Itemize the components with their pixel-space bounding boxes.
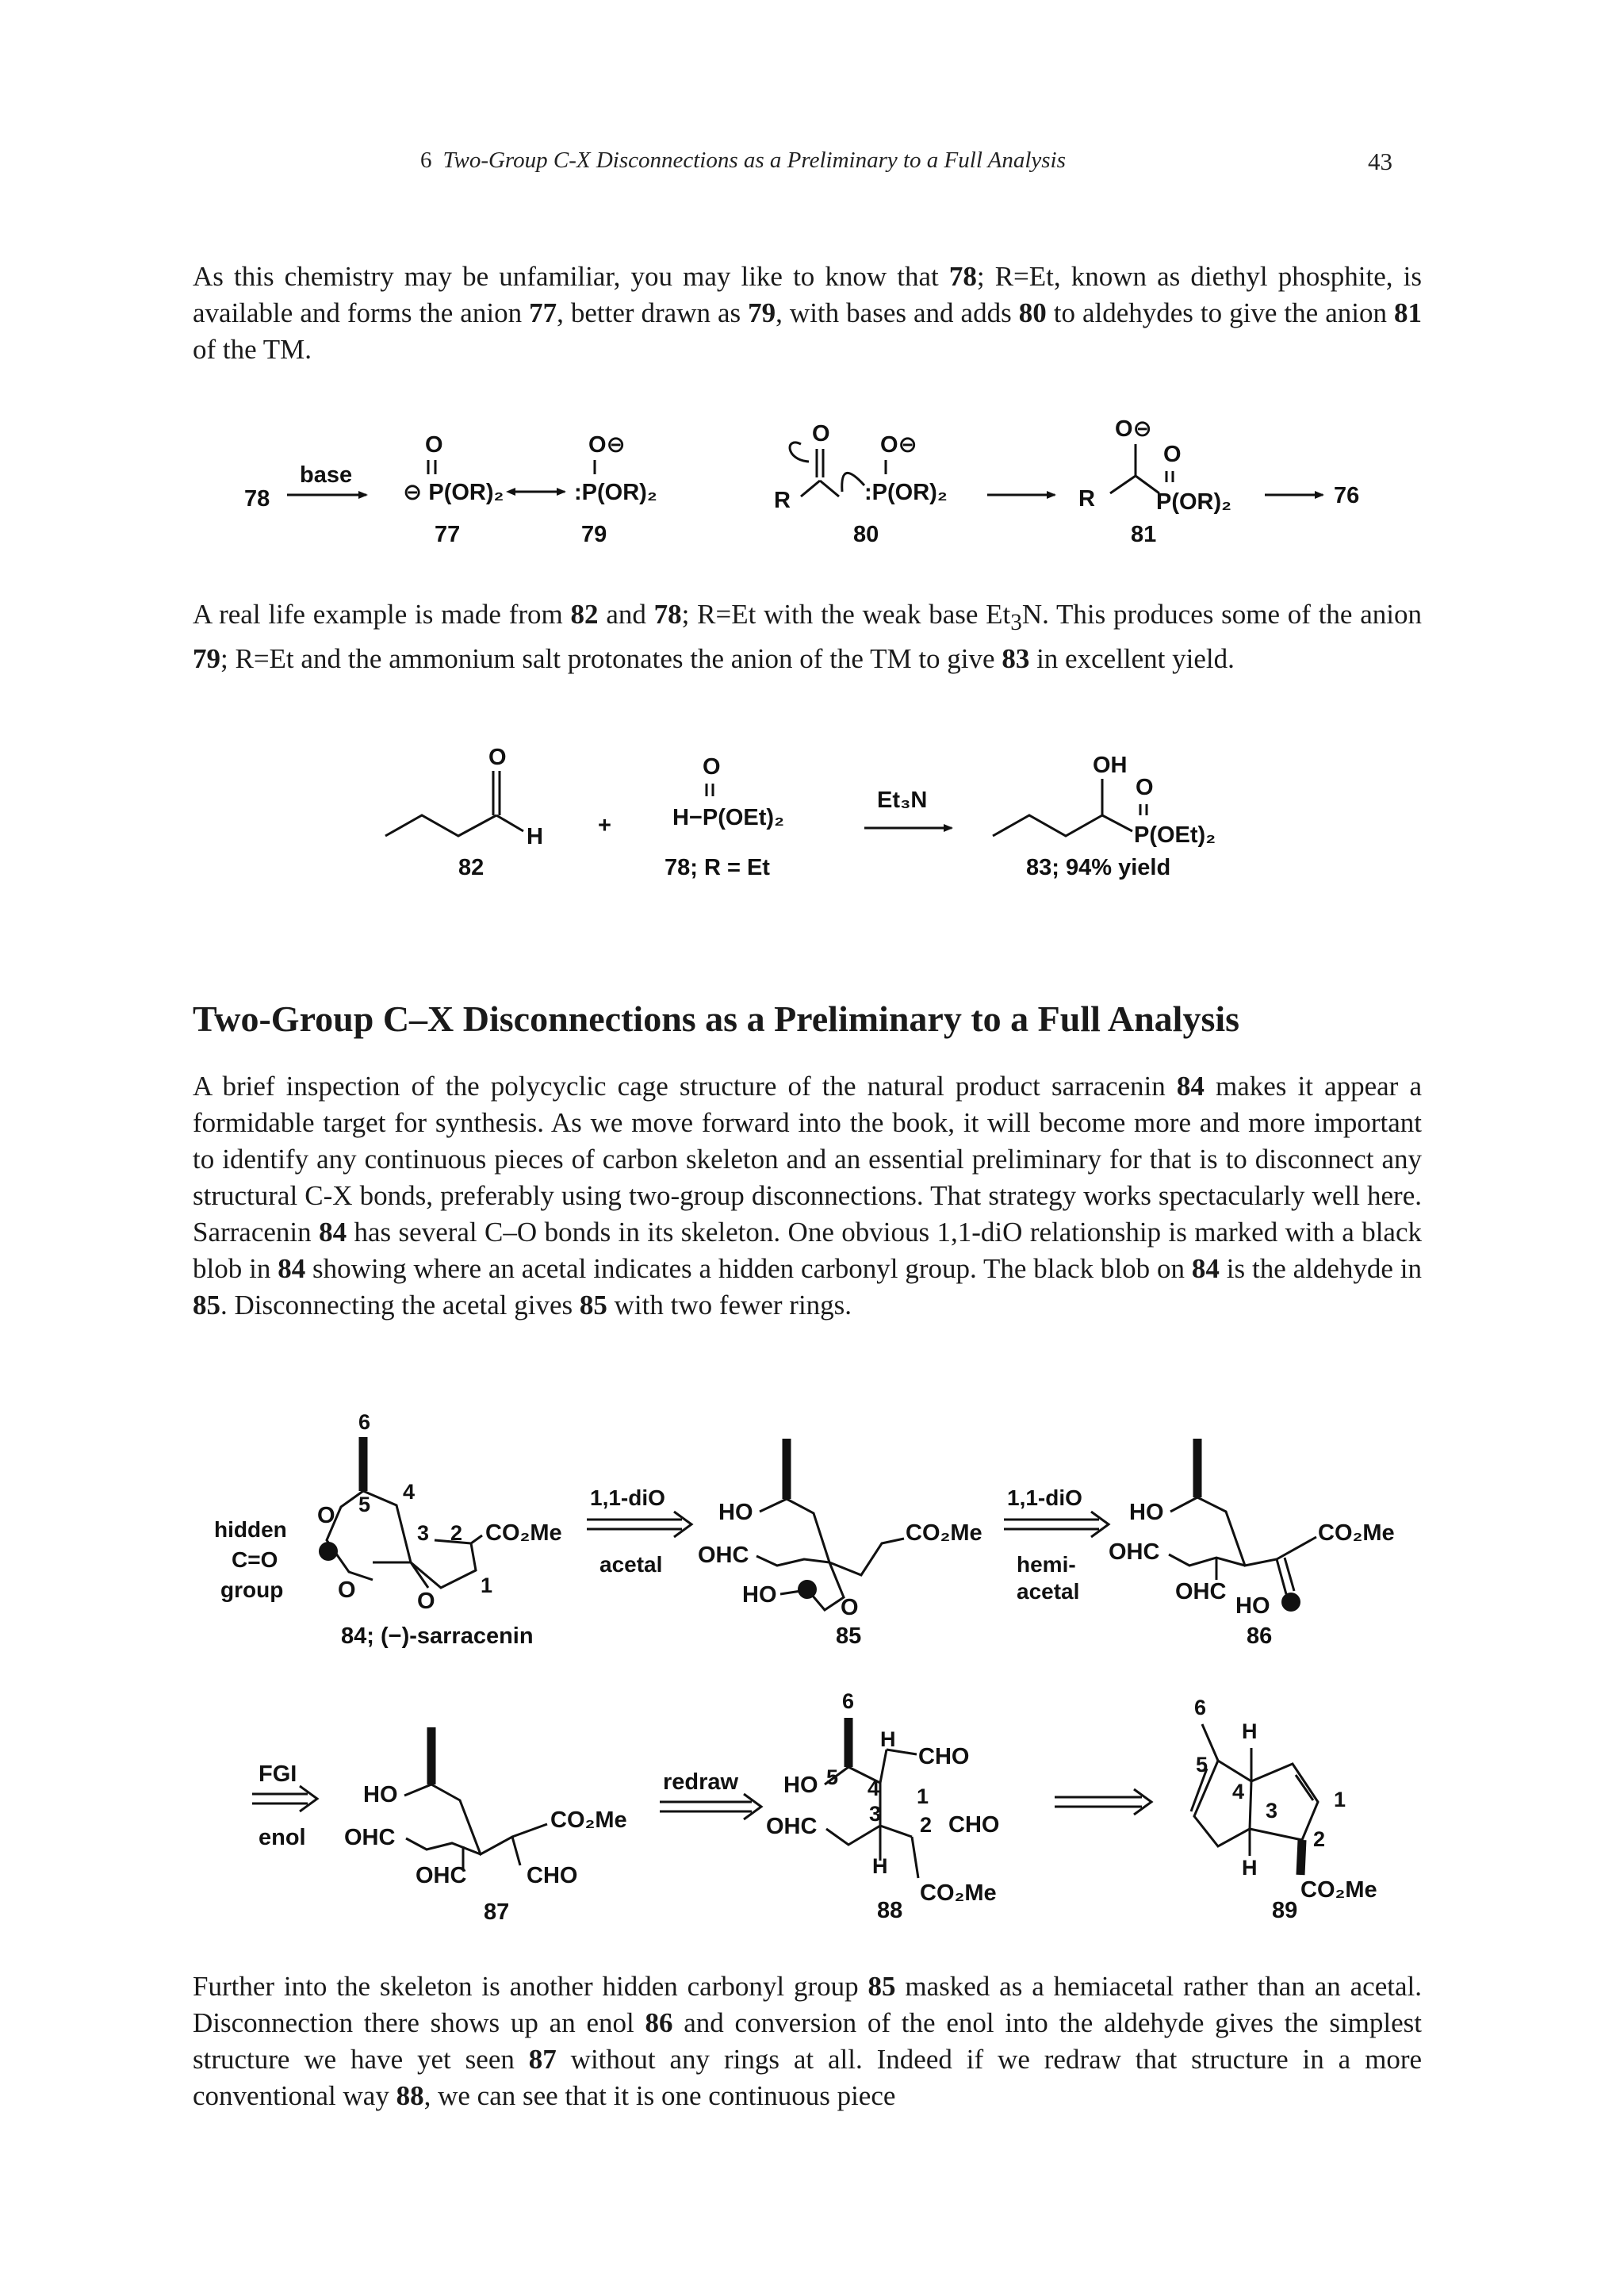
arrow-label-bottom: acetal xyxy=(599,1552,663,1577)
single-bond xyxy=(801,481,820,496)
atom-O: O xyxy=(317,1503,335,1528)
aldehyde: OHC xyxy=(1109,1539,1160,1565)
scheme-phosphite-anion xyxy=(0,412,1624,555)
compound-ref: 86 xyxy=(645,2007,673,2038)
text-run: with two fewer rings. xyxy=(607,1290,852,1320)
locant-1: 1 xyxy=(481,1573,493,1597)
carbon-chain xyxy=(385,815,496,836)
text-run: ; R=Et with the weak base Et xyxy=(681,599,1011,630)
atom-O: O xyxy=(812,421,830,447)
label-86: 86 xyxy=(1247,1623,1273,1649)
single-bond xyxy=(471,1535,482,1543)
chain-bonds xyxy=(1169,1554,1245,1566)
text-run: , with bases and adds xyxy=(776,297,1019,328)
reagent-et3n: Et₃N xyxy=(877,788,928,813)
compound-ref: 83 xyxy=(1002,643,1030,674)
single-bond xyxy=(760,1499,787,1512)
compound-ref: 78 xyxy=(653,599,682,630)
aldehyde: CHO xyxy=(527,1863,578,1888)
atom-OH: OH xyxy=(1093,753,1128,778)
compound-ref: 84 xyxy=(319,1217,347,1248)
arrow-label-top: 1,1-diO xyxy=(1007,1485,1082,1510)
retro-arrow-head xyxy=(1091,1512,1109,1537)
phosphonate: P(OEt)₂ xyxy=(1134,822,1216,848)
retro-arrow-head xyxy=(744,1794,761,1819)
text-run: and conversion of the enol into the aldehyde gives the simplest structure we have yet seen xyxy=(193,2007,1422,2075)
compound-ref: 85 xyxy=(193,1290,220,1320)
text-run: A brief inspection of the polycyclic cage structure of the natural product sarracenin xyxy=(193,1071,1177,1102)
text-run: of the TM. xyxy=(193,334,312,365)
paragraph-sarracenin xyxy=(193,1068,1422,1324)
oxide-anion: O⊖ xyxy=(1115,416,1152,442)
double-bond xyxy=(1277,1559,1286,1594)
hydroxyl: HO xyxy=(718,1500,753,1525)
text-run: makes it appear a formidable target for synthesis. As we move forward into the book, it will become more and more important to identify any continuous pieces of carbon skeleton and an essential preliminary for that is to disconnect any structural C-X bonds, preferably using two-group disconnections. That strategy works spectacularly well here. Sarracenin xyxy=(193,1071,1422,1248)
text-run: showing where an acetal indicates a hidden carbonyl group. The black blob on xyxy=(305,1253,1192,1284)
diethyl-phosphite: H−P(OEt)₂ xyxy=(672,805,784,830)
ester-group: CO₂Me xyxy=(906,1520,982,1546)
single-bond xyxy=(435,1540,471,1543)
aldehyde: OHC xyxy=(416,1863,467,1888)
aldehyde: CHO xyxy=(918,1744,970,1769)
bold-ester-bond xyxy=(1300,1840,1302,1875)
chain-bonds xyxy=(787,1499,904,1575)
paragraph-diethyl-phosphite xyxy=(193,259,1422,368)
label-84: 84; (−)-sarracenin xyxy=(341,1623,534,1649)
double-bond xyxy=(1285,1558,1294,1591)
aldehyde: OHC xyxy=(766,1814,818,1839)
compound-ref: 85 xyxy=(579,1290,607,1320)
scheme-skeleton-redraw xyxy=(0,1681,1624,1935)
annotation-hidden: hidden xyxy=(214,1517,287,1542)
compound-ref: 82 xyxy=(570,599,599,630)
curly-arrow xyxy=(842,473,864,492)
page-number: 43 xyxy=(1368,148,1392,175)
label-81: 81 xyxy=(1131,522,1157,547)
target-76-label: 76 xyxy=(1334,483,1360,508)
oxide-anion: O⊖ xyxy=(588,432,626,458)
atom-O: O xyxy=(425,432,443,458)
locant-3: 3 xyxy=(869,1802,882,1826)
label-89: 89 xyxy=(1272,1898,1298,1923)
hydroxyl: HO xyxy=(742,1582,777,1608)
phosphonate: P(OR)₂ xyxy=(1156,489,1232,515)
paragraph-hemiacetal xyxy=(193,1968,1422,2114)
stereo-H: H xyxy=(1242,1719,1258,1743)
running-header xyxy=(420,148,1372,174)
retro-arrow-head xyxy=(674,1512,691,1537)
stereo-H: H xyxy=(1242,1856,1258,1880)
carbonyl-blob xyxy=(1281,1593,1300,1612)
single-bond xyxy=(496,815,523,831)
phosphorus-lone-pair: :P(OR)₂ xyxy=(574,480,657,505)
single-bond xyxy=(404,1784,431,1796)
compound-ref: 84 xyxy=(1176,1071,1205,1102)
atom-O: O xyxy=(417,1589,435,1614)
atom-R: R xyxy=(1078,486,1095,512)
atom-R: R xyxy=(774,488,791,513)
enol-label: enol xyxy=(259,1825,306,1850)
locant-4: 4 xyxy=(403,1480,416,1504)
ester-group: CO₂Me xyxy=(1300,1877,1377,1903)
text-run: N. This produces some of the anion xyxy=(1021,599,1422,630)
hydroxyl: HO xyxy=(363,1782,398,1807)
phosphorus-lone-pair: :P(OR)₂ xyxy=(864,480,948,505)
locant-3: 3 xyxy=(1266,1799,1278,1823)
compound-ref: 84 xyxy=(1191,1253,1220,1284)
text-run: , better drawn as xyxy=(557,297,749,328)
ester-group: CO₂Me xyxy=(1318,1520,1395,1546)
paragraph-real-life-example xyxy=(193,596,1422,677)
ester-group: CO₂Me xyxy=(550,1807,627,1833)
aldehyde: OHC xyxy=(1175,1579,1227,1604)
label-85: 85 xyxy=(836,1623,862,1649)
single-bond xyxy=(780,1591,801,1594)
hydroxyl: HO xyxy=(783,1773,818,1798)
compound-ref: 88 xyxy=(396,2080,424,2111)
chain-bonds xyxy=(406,1838,481,1854)
plus-sign: + xyxy=(598,813,611,838)
double-bond xyxy=(1296,1775,1313,1800)
locant-6: 6 xyxy=(358,1410,371,1434)
carbon-chain xyxy=(993,815,1102,836)
locant-1: 1 xyxy=(1334,1788,1346,1811)
running-title: Two-Group C-X Disconnections as a Preliminary to a Full Analysis xyxy=(442,148,1066,173)
text-run: As this chemistry may be unfamiliar, you may like to know that xyxy=(193,261,949,292)
text-run: Further into the skeleton is another hidden carbonyl group xyxy=(193,1971,868,2002)
atom-O: O xyxy=(488,745,507,770)
label-80: 80 xyxy=(853,522,879,547)
chapter-number: 6 xyxy=(420,148,432,173)
atom-H: H xyxy=(527,824,543,849)
label-78: 78; R = Et xyxy=(665,855,770,880)
atom-O: O xyxy=(841,1595,859,1620)
single-bond xyxy=(512,1837,520,1865)
compound-ref: 79 xyxy=(748,297,776,328)
arrow-label-top: 1,1-diO xyxy=(590,1485,665,1510)
curly-arrow xyxy=(790,443,809,462)
enol-hydroxyl: HO xyxy=(1235,1593,1270,1619)
text-run: in excellent yield. xyxy=(1029,643,1235,674)
aldehyde: OHC xyxy=(344,1825,396,1850)
scheme-hydrophosphonylation xyxy=(0,746,1624,888)
locant-6: 6 xyxy=(1194,1696,1207,1719)
compound-ref: 81 xyxy=(1393,297,1422,328)
locant-2: 2 xyxy=(450,1521,463,1545)
annotation-c-o: C=O xyxy=(232,1547,278,1572)
locant-2: 2 xyxy=(1313,1827,1326,1851)
compound-ref: 85 xyxy=(868,1971,896,2002)
text-run: masked as a hemiacetal rather than an acetal. Disconnection there shows up an enol xyxy=(193,1971,1422,2038)
compound-78-label: 78 xyxy=(244,486,270,512)
text-run: and xyxy=(598,599,654,630)
aldehyde: CHO xyxy=(948,1812,1000,1838)
locant-2: 2 xyxy=(920,1813,933,1837)
compound-ref: 77 xyxy=(529,297,557,328)
chain-bonds xyxy=(1197,1497,1316,1566)
label-79: 79 xyxy=(581,522,607,547)
label-88: 88 xyxy=(877,1898,903,1923)
compound-ref: 80 xyxy=(1018,297,1047,328)
redraw-label: redraw xyxy=(663,1769,739,1795)
locant-5: 5 xyxy=(826,1765,839,1789)
label-87: 87 xyxy=(484,1899,510,1925)
annotation-group: group xyxy=(220,1577,284,1602)
compound-ref: 84 xyxy=(278,1253,306,1284)
text-run: . Disconnecting the acetal gives xyxy=(220,1290,580,1320)
atom-O: O xyxy=(1136,775,1154,800)
single-bond xyxy=(820,481,839,496)
text-run: A real life example is made from xyxy=(193,599,571,630)
reagent-base: base xyxy=(300,462,353,488)
text-run: ; R=Et, known as diethyl phosphite, is available and forms the anion xyxy=(193,261,1422,328)
compound-ref: 79 xyxy=(193,643,220,674)
locant-1: 1 xyxy=(917,1784,929,1808)
single-bond xyxy=(1110,476,1136,493)
stereo-H: H xyxy=(872,1854,888,1878)
retro-arrow-head xyxy=(1134,1789,1151,1815)
locant-4: 4 xyxy=(868,1777,880,1800)
section-title: Two-Group C–X Disconnections as a Preliminary to a Full Analysis xyxy=(193,999,1240,1039)
ester-group: CO₂Me xyxy=(485,1520,562,1546)
ring-bonds xyxy=(1250,1764,1318,1840)
locant-5: 5 xyxy=(358,1493,371,1516)
single-bond xyxy=(887,1750,917,1754)
phosphorus-anion: ⊖ P(OR)₂ xyxy=(403,480,504,505)
locant-6: 6 xyxy=(842,1689,855,1713)
compound-ref: 87 xyxy=(528,2044,557,2075)
text-run: ; R=Et and the ammonium salt protonates the anion of the TM to give xyxy=(220,643,1002,674)
atom-O: O xyxy=(1163,442,1182,467)
atom-O: O xyxy=(703,754,721,780)
single-bond xyxy=(1102,815,1132,831)
label-83: 83; 94% yield xyxy=(1026,855,1171,880)
single-bond xyxy=(912,1837,918,1878)
arrow-label-bottom: acetal xyxy=(1017,1579,1080,1604)
text-run: to aldehydes to give the anion xyxy=(1046,297,1394,328)
hydroxyl: HO xyxy=(1129,1500,1164,1525)
label-82: 82 xyxy=(458,855,485,880)
arrow-label-bottom: hemi- xyxy=(1017,1552,1076,1577)
label-77: 77 xyxy=(435,522,461,547)
carbonyl-blob xyxy=(319,1542,338,1561)
compound-ref: 78 xyxy=(948,261,977,292)
subscript: 3 xyxy=(1010,610,1022,635)
fgi-label: FGI xyxy=(259,1761,297,1787)
chain-bonds xyxy=(826,1826,912,1845)
text-run: , we can see that it is one continuous piece xyxy=(423,2080,896,2111)
oxide-anion: O⊖ xyxy=(880,432,917,458)
locant-5: 5 xyxy=(1196,1753,1208,1777)
locant-4: 4 xyxy=(1232,1780,1245,1803)
text-run: has several C–O bonds in its skeleton. One obvious 1,1-diO relationship is marked with a black blob in xyxy=(193,1217,1422,1284)
text-run: without any rings at all. Indeed if we redraw that structure in a more conventional way xyxy=(193,2044,1423,2111)
ester-group: CO₂Me xyxy=(920,1880,997,1906)
atom-O: O xyxy=(338,1577,356,1603)
chain-bonds xyxy=(756,1556,829,1566)
text-run: is the aldehyde in xyxy=(1219,1253,1423,1284)
locant-3: 3 xyxy=(417,1521,430,1545)
scheme-sarracenin-disconnection xyxy=(0,1404,1624,1658)
single-bond xyxy=(1170,1497,1197,1512)
retro-arrow-head xyxy=(300,1786,317,1811)
aldehyde: OHC xyxy=(698,1543,749,1568)
stereo-H: H xyxy=(880,1727,896,1751)
